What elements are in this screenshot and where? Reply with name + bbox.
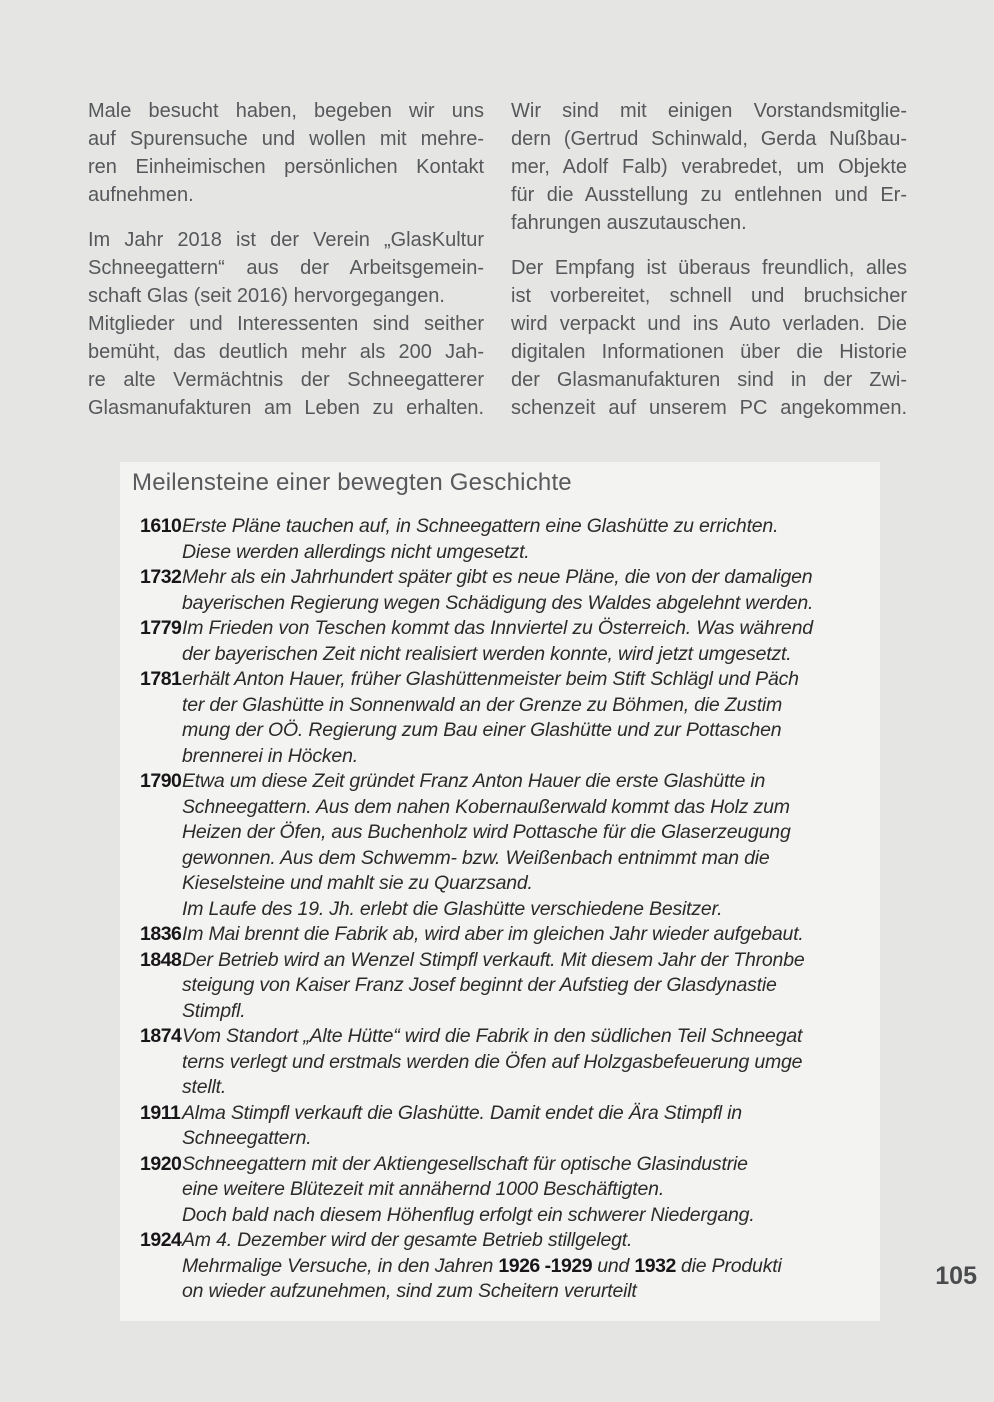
timeline-year: 1874 <box>140 1025 182 1047</box>
timeline-text-line: bayerischen Regierung wegen Schädigung des Waldes abgelehnt werden. <box>182 591 814 614</box>
intro-text-line: auf Spurensuche und wollen mit mehre- <box>88 128 484 150</box>
milestones-box <box>120 462 880 1321</box>
timeline-year: 1732 <box>140 566 182 588</box>
timeline-text-line: Mehr als ein Jahrhundert später gibt es neue Pläne, die von der damaligen <box>182 566 813 588</box>
intro-right-column <box>511 97 907 439</box>
timeline-entry <box>120 948 880 1025</box>
milestones-title: Meilensteine einer bewegten Geschichte <box>132 469 572 496</box>
timeline-text-line: ter der Glashütte in Sonnenwald an der Grenze zu Böhmen, die Zustim <box>182 693 783 716</box>
intro-text-line: fahrungen auszutauschen. <box>511 212 747 234</box>
timeline-text-line: erhält Anton Hauer, früher Glashüttenmeister beim Stift Schlägl und Päch <box>182 668 799 690</box>
intro-text-line: Der Empfang ist überaus freundlich, alles <box>511 257 907 279</box>
timeline-text-line: Kieselsteine und mahlt sie zu Quarzsand. <box>182 872 533 894</box>
timeline-text-line: Der Betrieb wird an Wenzel Stimpfl verkauft. Mit diesem Jahr der Thronbe <box>182 948 805 971</box>
timeline-text-line: Am 4. Dezember wird der gesamte Betrieb stillgelegt. <box>182 1229 633 1251</box>
intro-paragraph <box>511 97 907 237</box>
timeline-text-line: Im Mai brennt die Fabrik ab, wird aber im gleichen Jahr wieder aufgebaut. <box>182 923 804 945</box>
timeline-year: 1836 <box>140 923 182 945</box>
intro-text-line: ren Einheimischen persönlichen Kontakt <box>88 156 484 178</box>
intro-text-line: Im Jahr 2018 ist der Verein „GlasKultur <box>88 229 484 251</box>
intro-text-line: wird verpackt und ins Auto verladen. Die <box>511 313 907 335</box>
timeline-text-segment: und <box>592 1254 635 1277</box>
timeline-text-line: mung der OÖ. Regierung zum Bau einer Glashütte und zur Pottaschen <box>182 719 782 741</box>
timeline-entry <box>120 616 880 667</box>
timeline-entries <box>120 514 880 1305</box>
timeline-year: 1779 <box>140 617 182 639</box>
timeline-year: 1920 <box>140 1152 182 1175</box>
timeline-text-line: brennerei in Höcken. <box>182 744 358 767</box>
timeline-text-line: Etwa um diese Zeit gründet Franz Anton Hauer die erste Glashütte in <box>182 770 766 792</box>
intro-text-line: schenzeit auf unserem PC angekommen. <box>511 397 907 419</box>
timeline-year: 1781 <box>140 668 182 690</box>
timeline-year: 1790 <box>140 770 182 792</box>
timeline-text-line: Im Laufe des 19. Jh. erlebt die Glashütte verschiedene Besitzer. <box>182 897 723 920</box>
intro-text-line: Glasmanufakturen am Leben zu erhalten. <box>88 397 484 419</box>
intro-text-line: schaft Glas (seit 2016) hervorgegangen. <box>88 285 445 307</box>
intro-text-line: Male besucht haben, begeben wir uns <box>88 100 484 122</box>
intro-paragraph <box>88 226 484 422</box>
timeline-text-line: Schneegattern mit der Aktiengesellschaft für optische Glasindustrie <box>182 1152 748 1175</box>
timeline-text-line: Schneegattern. Aus dem nahen Kobernaußerwald kommt das Holz zum <box>182 795 790 818</box>
intro-columns <box>88 97 907 439</box>
intro-text-line: bemüht, das deutlich mehr als 200 Jah- <box>88 341 484 363</box>
timeline-entry <box>120 667 880 769</box>
intro-paragraph <box>88 97 484 209</box>
timeline-year: 1924 <box>140 1229 182 1251</box>
timeline-text-line: Stimpfl. <box>182 999 246 1022</box>
timeline-entry <box>120 1152 880 1229</box>
intro-text-line: ist vorbereitet, schnell und bruchsicher <box>511 285 907 307</box>
timeline-text-line: eine weitere Blütezeit mit annähernd 1000 Beschäftigten. <box>182 1178 665 1200</box>
timeline-text-segment: die Produkti <box>675 1254 782 1277</box>
intro-text-line: digitalen Informationen über die Historie <box>511 341 907 363</box>
timeline-text-line <box>182 1254 880 1280</box>
timeline-year: 1911 <box>140 1101 181 1124</box>
intro-paragraph <box>511 254 907 422</box>
timeline-entry <box>120 1024 880 1101</box>
timeline-text-line: Alma Stimpfl verkauft die Glashütte. Damit endet die Ära Stimpfl in <box>182 1101 742 1124</box>
timeline-text-line: steigung von Kaiser Franz Josef beginnt der Aufstieg der Glasdynastie <box>182 974 777 996</box>
timeline-entry <box>120 922 880 948</box>
timeline-text-line: Vom Standort „Alte Hütte“ wird die Fabrik in den südlichen Teil Schneegat <box>182 1025 803 1047</box>
timeline-text-line: Heizen der Öfen, aus Buchenholz wird Pottasche für die Glaserzeugung <box>182 821 791 843</box>
timeline-text-line: Diese werden allerdings nicht umgesetzt. <box>182 540 530 563</box>
intro-text-line: Mitglieder und Interessenten sind seither <box>88 313 484 335</box>
timeline-year: 1610 <box>140 515 182 537</box>
intro-text-line: re alte Vermächtnis der Schneegatterer <box>88 369 484 391</box>
timeline-text-segment: Mehrmalige Versuche, in den Jahren <box>182 1254 499 1277</box>
timeline-entry <box>120 514 880 565</box>
timeline-entry <box>120 1101 880 1152</box>
timeline-entry <box>120 1228 880 1305</box>
timeline-text-line: terns verlegt und erstmals werden die Öfen auf Holzgasbefeuerung umge <box>182 1050 803 1073</box>
timeline-bold-text: 1932 <box>634 1254 676 1277</box>
intro-text-line: Wir sind mit einigen Vorstandsmitglie- <box>511 100 907 122</box>
timeline-text-line: Im Frieden von Teschen kommt das Innviertel zu Österreich. Was während <box>182 617 813 639</box>
timeline-entry <box>120 769 880 922</box>
page-number: 105 <box>935 1262 977 1290</box>
intro-text-line: der Glasmanufakturen sind in der Zwi- <box>511 369 907 391</box>
timeline-text-line: stellt. <box>182 1076 227 1098</box>
timeline-text-line: Erste Pläne tauchen auf, in Schneegattern eine Glashütte zu errichten. <box>182 515 779 537</box>
intro-text-line: für die Ausstellung zu entlehnen und Er- <box>511 184 907 206</box>
timeline-bold-text: 1926 -1929 <box>498 1254 593 1277</box>
timeline-year: 1848 <box>140 948 182 971</box>
timeline-text-line: der bayerischen Zeit nicht realisiert werden konnte, wird jetzt umgesetzt. <box>182 642 792 665</box>
timeline-text-line: gewonnen. Aus dem Schwemm- bzw. Weißenbach entnimmt man die <box>182 846 770 869</box>
intro-left-column <box>88 97 484 439</box>
timeline-text-line: on wieder aufzunehmen, sind zum Scheitern verurteilt <box>182 1280 637 1302</box>
intro-text-line: aufnehmen. <box>88 184 194 206</box>
timeline-text-line: Schneegattern. <box>182 1127 312 1149</box>
intro-text-line: dern (Gertrud Schinwald, Gerda Nußbau- <box>511 128 907 150</box>
timeline-text-line: Doch bald nach diesem Höhenflug erfolgt ein schwerer Niedergang. <box>182 1203 755 1226</box>
timeline-entry <box>120 565 880 616</box>
intro-text-line: mer, Adolf Falb) verabredet, um Objekte <box>511 156 907 178</box>
intro-text-line: Schneegattern“ aus der Arbeitsgemein- <box>88 257 484 279</box>
